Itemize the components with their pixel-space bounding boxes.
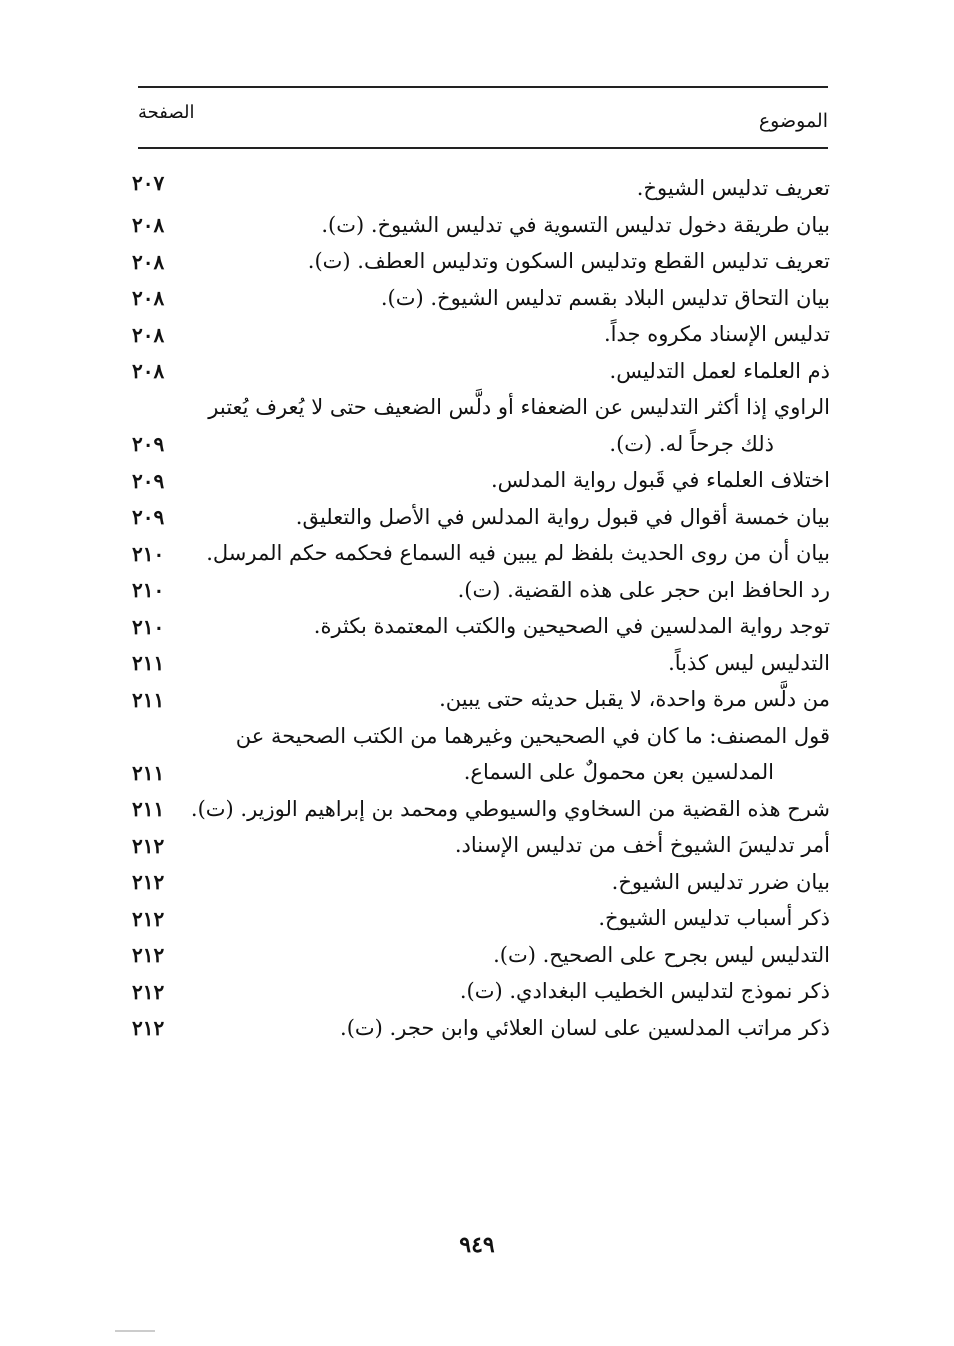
- entry-topic: من دلَّس مرة واحدة، لا يقبل حديثه حتى يبين.: [439, 687, 830, 711]
- entry-page-number: ٢١٢: [132, 1016, 165, 1040]
- entry-topic: تدليس الإسناد مكروه جداً.: [604, 322, 830, 346]
- contents-entry: [130, 389, 830, 462]
- contents-entry: [130, 170, 830, 207]
- contents-entry: [130, 973, 830, 1010]
- entry-page-number: ٢٠٩: [132, 468, 165, 493]
- entry-page-number: ٢١١: [132, 687, 165, 712]
- contents-entry: [130, 499, 830, 536]
- entry-page-number: ٢١٢: [132, 870, 165, 894]
- contents-entry: [130, 280, 830, 317]
- entry-topic: [130, 389, 830, 462]
- contents-entry: [130, 681, 830, 718]
- entry-topic: ذم العلماء لعمل التدليس.: [609, 358, 830, 383]
- contents-entry: [130, 864, 830, 901]
- entry-page-number: ٢١٢: [132, 979, 165, 1004]
- entry-page-number: ٢١٠: [132, 541, 165, 566]
- entry-topic: [130, 718, 830, 791]
- entry-topic-continuation: ذلك جرحاً له. (ت).: [609, 431, 774, 456]
- entry-topic: ذكر نموذج لتدليس الخطيب البغدادي. (ت).: [459, 979, 830, 1003]
- entry-topic: التدليس ليس كذباً.: [668, 650, 830, 675]
- contents-entry: [130, 608, 830, 645]
- entry-page-number: ٢٠٨: [132, 213, 165, 237]
- entry-topic: بيان خمسة أقوال في قبول رواية المدلس في الأصل والتعليق.: [295, 504, 830, 529]
- entry-page-number: ٢١١: [132, 760, 165, 785]
- entry-page-number: ٢١١: [132, 797, 165, 821]
- entry-page-number: ٢٠٩: [132, 505, 165, 529]
- page-number: ٩٤٩: [459, 1232, 495, 1258]
- entry-topic: اختلاف العلماء في قَبول رواية المدلس.: [490, 468, 830, 492]
- entry-page-number: ٢٠٨: [132, 359, 165, 383]
- entry-topic: بيان ضرر تدليس الشيوخ.: [611, 869, 830, 894]
- entry-topic: بيان التحاق تدليس البلاد بقسم تدليس الشيوخ. (ت).: [380, 285, 830, 310]
- contents-entry: [130, 827, 830, 864]
- entry-page-number: ٢١٠: [132, 614, 165, 639]
- entry-topic: أمر تدليسَ الشيوخ أخف من تدليس الإسناد.: [454, 833, 830, 857]
- entry-page-number: ٢٠٩: [132, 432, 165, 456]
- entry-page-number: ٢١٢: [132, 943, 165, 967]
- scan-artifact: [115, 1330, 155, 1332]
- entry-topic-line: الراوي إذا أكثر التدليس عن الضعفاء أو دلَّس الضعيف حتى لا يُعرف يُعتبر: [208, 395, 830, 419]
- entry-topic: رد الحافظ ابن حجر على هذه القضية. (ت).: [457, 577, 830, 602]
- entry-topic: التدليس ليس بجرح على الصحيح. (ت).: [493, 942, 830, 967]
- entry-topic: بيان أن من روى الحديث بلفظ لم يبين فيه السماع فحكمه حكم المرسل.: [206, 541, 830, 565]
- entry-topic-continuation: المدلسين بعن محمولٌ على السماع.: [463, 760, 774, 784]
- contents-list: [130, 170, 830, 1046]
- entry-page-number: ٢١١: [132, 651, 165, 675]
- contents-entry: [130, 353, 830, 390]
- contents-entry: [130, 1010, 830, 1047]
- top-rule: [138, 86, 828, 88]
- subject-column-header: الموضوع: [758, 110, 828, 132]
- contents-entry: [130, 645, 830, 682]
- header-rule: [138, 147, 828, 149]
- contents-entry: [130, 316, 830, 353]
- entry-topic: تعريف تدليس القطع وتدليس السكون وتدليس العطف. (ت).: [307, 249, 830, 273]
- entry-topic: شرح هذه القضية من السخاوي والسيوطي ومحمد بن إبراهيم الوزير. (ت).: [190, 796, 830, 821]
- entry-page-number: ٢١٢: [132, 906, 165, 931]
- contents-entry: [130, 535, 830, 572]
- entry-topic: تعريف تدليس الشيوخ.: [636, 176, 830, 200]
- page-column-header: الصفحة: [138, 102, 195, 123]
- entry-topic: توجد رواية المدلسين في الصحيحين والكتب المعتمدة بكثرة.: [313, 614, 830, 638]
- entry-topic-line: قول المصنف: ما كان في الصحيحين وغيرهما من الكتب الصحيحة عن: [235, 723, 830, 748]
- entry-page-number: ٢٠٧: [132, 170, 165, 195]
- contents-entry: [130, 718, 830, 791]
- entry-topic: ذكر مراتب المدلسين على لسان العلائي وابن حجر. (ت).: [340, 1015, 830, 1040]
- entry-page-number: ٢٠٨: [132, 286, 165, 310]
- entry-page-number: ٢١٢: [132, 833, 165, 858]
- contents-entry: [130, 207, 830, 244]
- contents-entry: [130, 462, 830, 499]
- entry-page-number: ٢٠٨: [132, 322, 165, 347]
- entry-page-number: ٢١٠: [132, 578, 165, 602]
- entry-page-number: ٢٠٨: [132, 249, 165, 274]
- entry-topic: ذكر أسباب تدليس الشيوخ.: [598, 906, 830, 930]
- contents-entry: [130, 791, 830, 828]
- contents-entry: [130, 900, 830, 937]
- contents-entry: [130, 572, 830, 609]
- entry-topic: بيان طريقة دخول تدليس التسوية في تدليس الشيوخ. (ت).: [321, 212, 830, 237]
- contents-entry: [130, 243, 830, 280]
- contents-entry: [130, 937, 830, 974]
